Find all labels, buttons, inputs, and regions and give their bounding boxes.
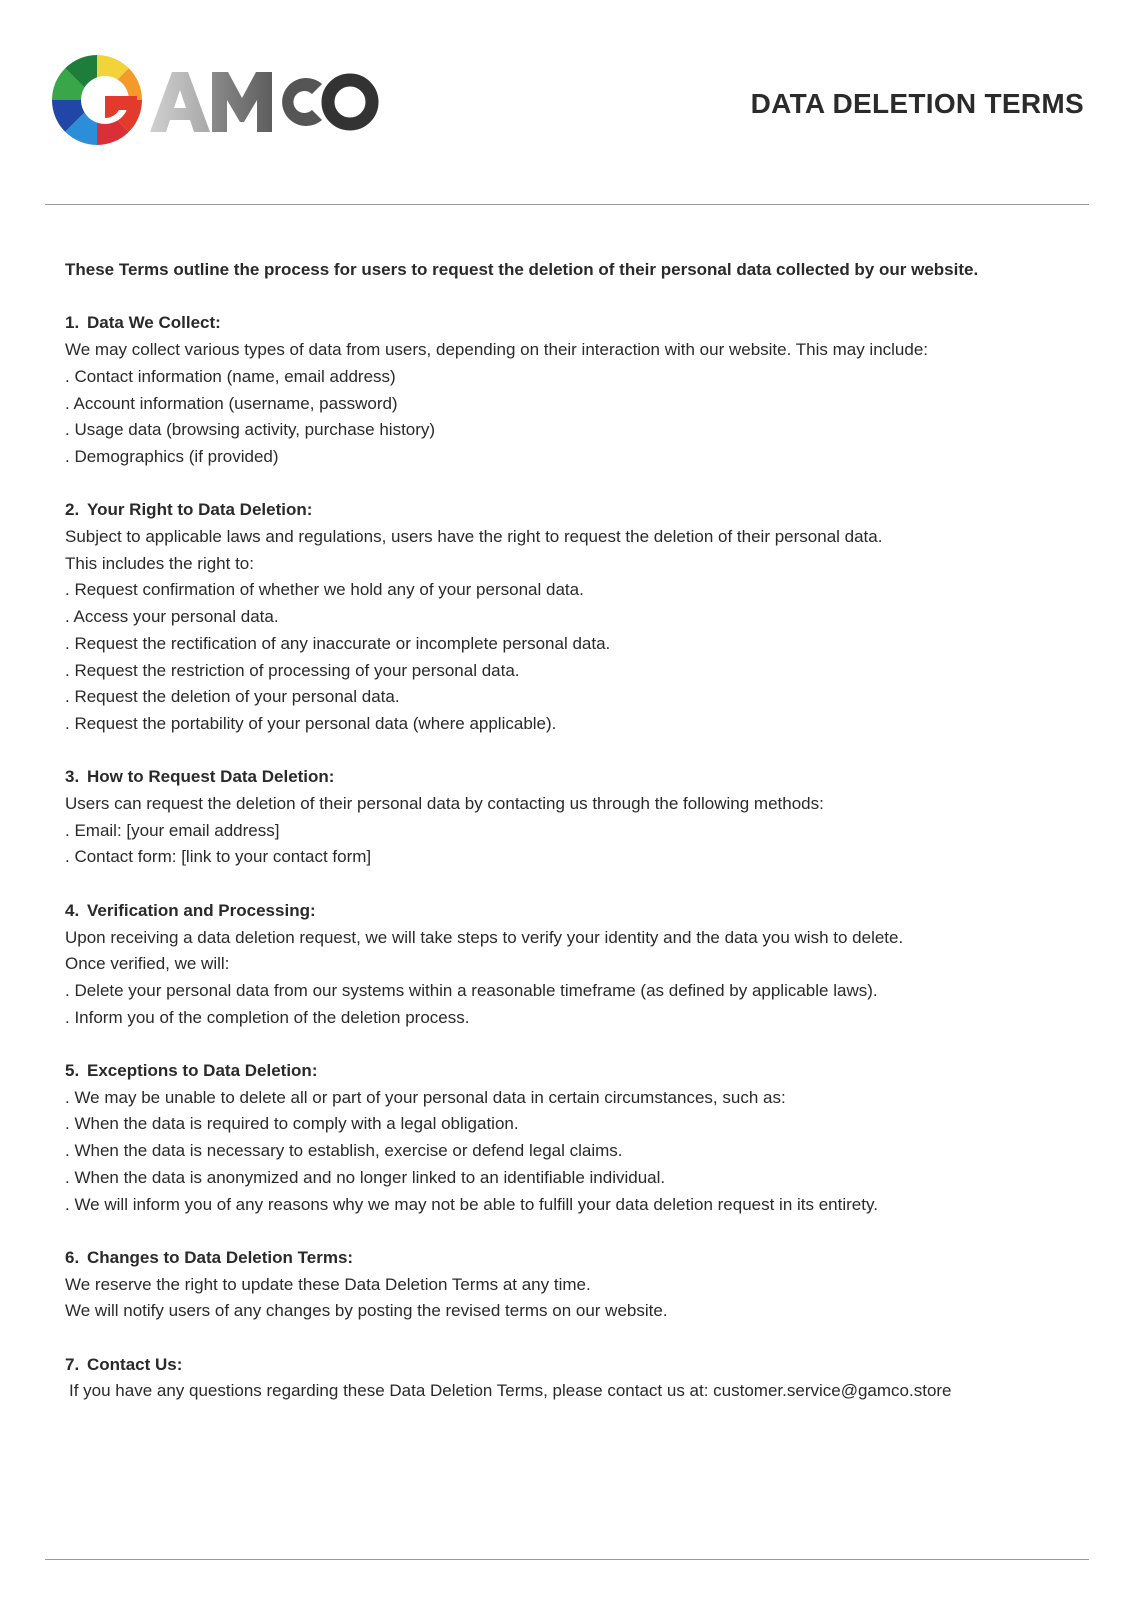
section-line: Users can request the deletion of their personal data by contacting us through the following methods: <box>65 794 824 814</box>
section-right-to-deletion <box>65 497 1095 737</box>
list-item: . Request the restriction of processing of your personal data. <box>65 660 520 680</box>
list-item: . Email: [your email address] <box>65 820 280 840</box>
list-item: . Request the portability of your personal data (where applicable). <box>65 713 557 733</box>
section-heading: 4. Verification and Processing: <box>65 900 316 920</box>
section-heading: 3. How to Request Data Deletion: <box>65 767 335 787</box>
section-data-we-collect <box>65 310 1095 470</box>
header-divider <box>45 204 1089 205</box>
document-title: DATA DELETION TERMS <box>750 88 1084 119</box>
list-item: . When the data is necessary to establish, exercise or defend legal claims. <box>65 1141 623 1161</box>
list-item: . When the data is anonymized and no longer linked to an identifiable individual. <box>65 1167 666 1187</box>
section-heading: 2. Your Right to Data Deletion: <box>65 500 313 520</box>
section-line: We reserve the right to update these Data Deletion Terms at any time. <box>65 1274 591 1294</box>
list-item: . Access your personal data. <box>65 607 279 627</box>
section-line: Subject to applicable laws and regulations, users have the right to request the deletion of their personal data. <box>65 527 883 546</box>
section-heading: 7. Contact Us: <box>65 1354 183 1374</box>
list-item: . Request the deletion of your personal data. <box>65 687 400 707</box>
list-item: . We may be unable to delete all or part of your personal data in certain circumstances, such as: <box>65 1087 786 1107</box>
intro-paragraph: These Terms outline the process for users to request the deletion of their personal data collected by our website. <box>65 260 979 279</box>
section-heading: 5. Exceptions to Data Deletion: <box>65 1061 318 1081</box>
section-heading: 1. Data We Collect: <box>65 313 221 333</box>
list-item: . Delete your personal data from our systems within a reasonable timeframe (as defined by applicable laws). <box>65 980 878 1000</box>
list-item: . Contact information (name, email address) <box>65 366 396 386</box>
section-line: We may collect various types of data from users, depending on their interaction with our website. This may include: <box>65 340 929 360</box>
list-item: . Request confirmation of whether we hold any of your personal data. <box>65 580 584 600</box>
section-how-to-request <box>65 764 1095 871</box>
section-changes <box>65 1245 1095 1325</box>
section-line: This includes the right to: <box>65 553 254 573</box>
section-line: Upon receiving a data deletion request, we will take steps to verify your identity and the data you wish to delete. <box>65 927 904 947</box>
footer-divider <box>45 1559 1089 1560</box>
gamco-logo-graphic <box>52 54 382 146</box>
list-item: . Demographics (if provided) <box>65 446 279 466</box>
section-verification <box>65 898 1095 1032</box>
list-item: . Request the rectification of any inaccurate or incomplete personal data. <box>65 633 611 653</box>
section-line: Once verified, we will: <box>65 954 230 974</box>
list-item: . We will inform you of any reasons why we may not be able to fulfill your data deletion request in its entirety. <box>65 1194 878 1214</box>
contact-line: If you have any questions regarding these Data Deletion Terms, please contact us at: customer.service@gamco.store <box>69 1381 952 1401</box>
gamco-logo <box>52 54 382 146</box>
list-item: . Usage data (browsing activity, purchase history) <box>65 420 436 440</box>
list-item: . Inform you of the completion of the deletion process. <box>65 1007 470 1027</box>
list-item: . Contact form: [link to your contact form] <box>65 847 372 867</box>
section-heading: 6. Changes to Data Deletion Terms: <box>65 1247 354 1267</box>
page-header <box>0 0 1132 200</box>
section-exceptions <box>65 1058 1095 1218</box>
list-item: . Account information (username, password) <box>65 393 398 413</box>
terms-body <box>65 257 1095 1432</box>
section-contact-us <box>65 1352 1095 1405</box>
section-line: We will notify users of any changes by posting the revised terms on our website. <box>65 1301 668 1321</box>
list-item: . When the data is required to comply with a legal obligation. <box>65 1114 519 1134</box>
